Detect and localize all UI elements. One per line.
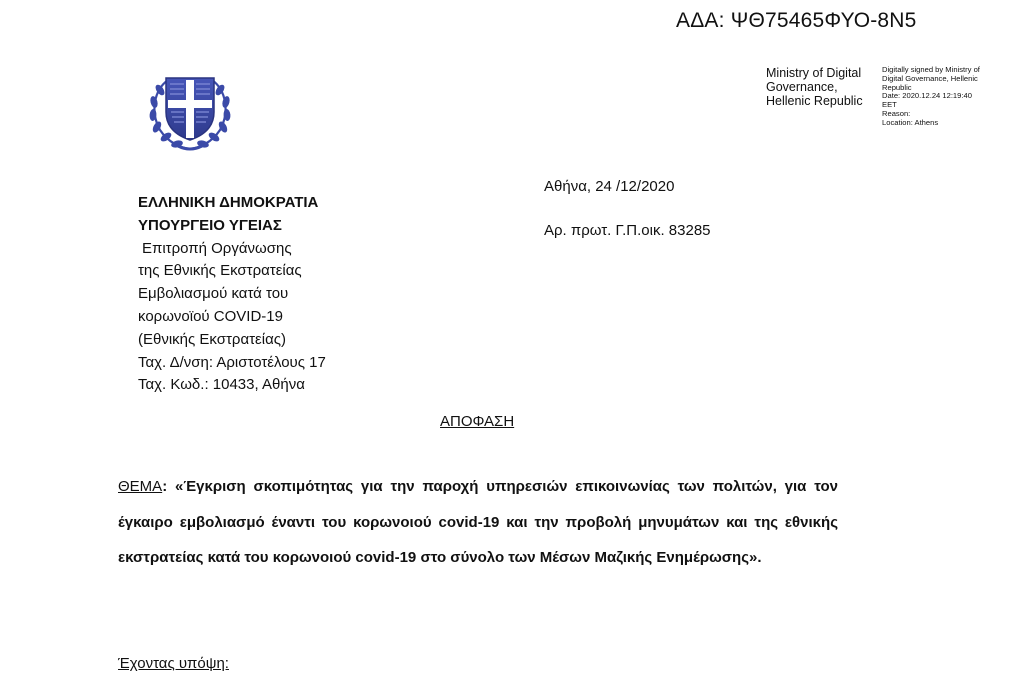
subject-paragraph xyxy=(118,469,838,576)
issuer-line: Ταχ. Δ/νση: Αριστοτέλους 17 xyxy=(138,353,326,371)
digital-signature-stamp xyxy=(766,66,1002,128)
issuer-line: κορωνοϊού COVID-19 xyxy=(138,307,283,325)
document-date: Αθήνα, 24 /12/2020 xyxy=(544,178,675,195)
signature-signer: Ministry of Digital Governance, Hellenic Republic xyxy=(766,66,863,108)
signature-details: Digitally signed by Ministry of Digital Governance, Hellenic Republic Date: 2020.12.24 12:19:40 EET Reason: Location: Athens xyxy=(882,65,980,127)
issuer-line: Επιτροπή Οργάνωσης xyxy=(142,239,292,257)
considering-heading: Έχοντας υπόψη: xyxy=(118,655,229,672)
issuer-line: Ταχ. Κωδ.: 10433, Αθήνα xyxy=(138,376,305,394)
issuer-line: (Εθνικής Εκστρατείας) xyxy=(138,330,286,348)
greek-coat-of-arms-icon xyxy=(138,60,242,156)
decision-title: ΑΠΟΦΑΣΗ xyxy=(440,413,515,430)
subject-label: ΘΕΜΑ xyxy=(118,478,163,495)
ada-code: ΑΔΑ: ΨΘ75465ΦΥΟ-8Ν5 xyxy=(676,9,917,32)
issuer-block xyxy=(138,192,326,397)
issuer-ministry: ΥΠΟΥΡΓΕΙΟ ΥΓΕΙΑΣ xyxy=(138,216,282,234)
issuer-line: της Εθνικής Εκστρατείας xyxy=(138,262,302,280)
issuer-line: Εμβολιασμού κατά του xyxy=(138,285,289,303)
protocol-number: Αρ. πρωτ. Γ.Π.οικ. 83285 xyxy=(544,222,711,239)
subject-text: : «Έγκριση σκοπιμότητας για την παροχή υπηρεσιών επικοινωνίας των πολιτών, για τον έγκαιρο εμβολιασμό έναντι του κορωνοιού covid-19 και την προβολή μηνυμάτων και της εθνικής εκστρατείας κατά του κορωνοιού covid-19 στο σύνολο των Μέσων Μαζικής Ενημέρωσης». xyxy=(118,478,838,566)
issuer-republic: ΕΛΛΗΝΙΚΗ ΔΗΜΟΚΡΑΤΙΑ xyxy=(138,194,319,211)
